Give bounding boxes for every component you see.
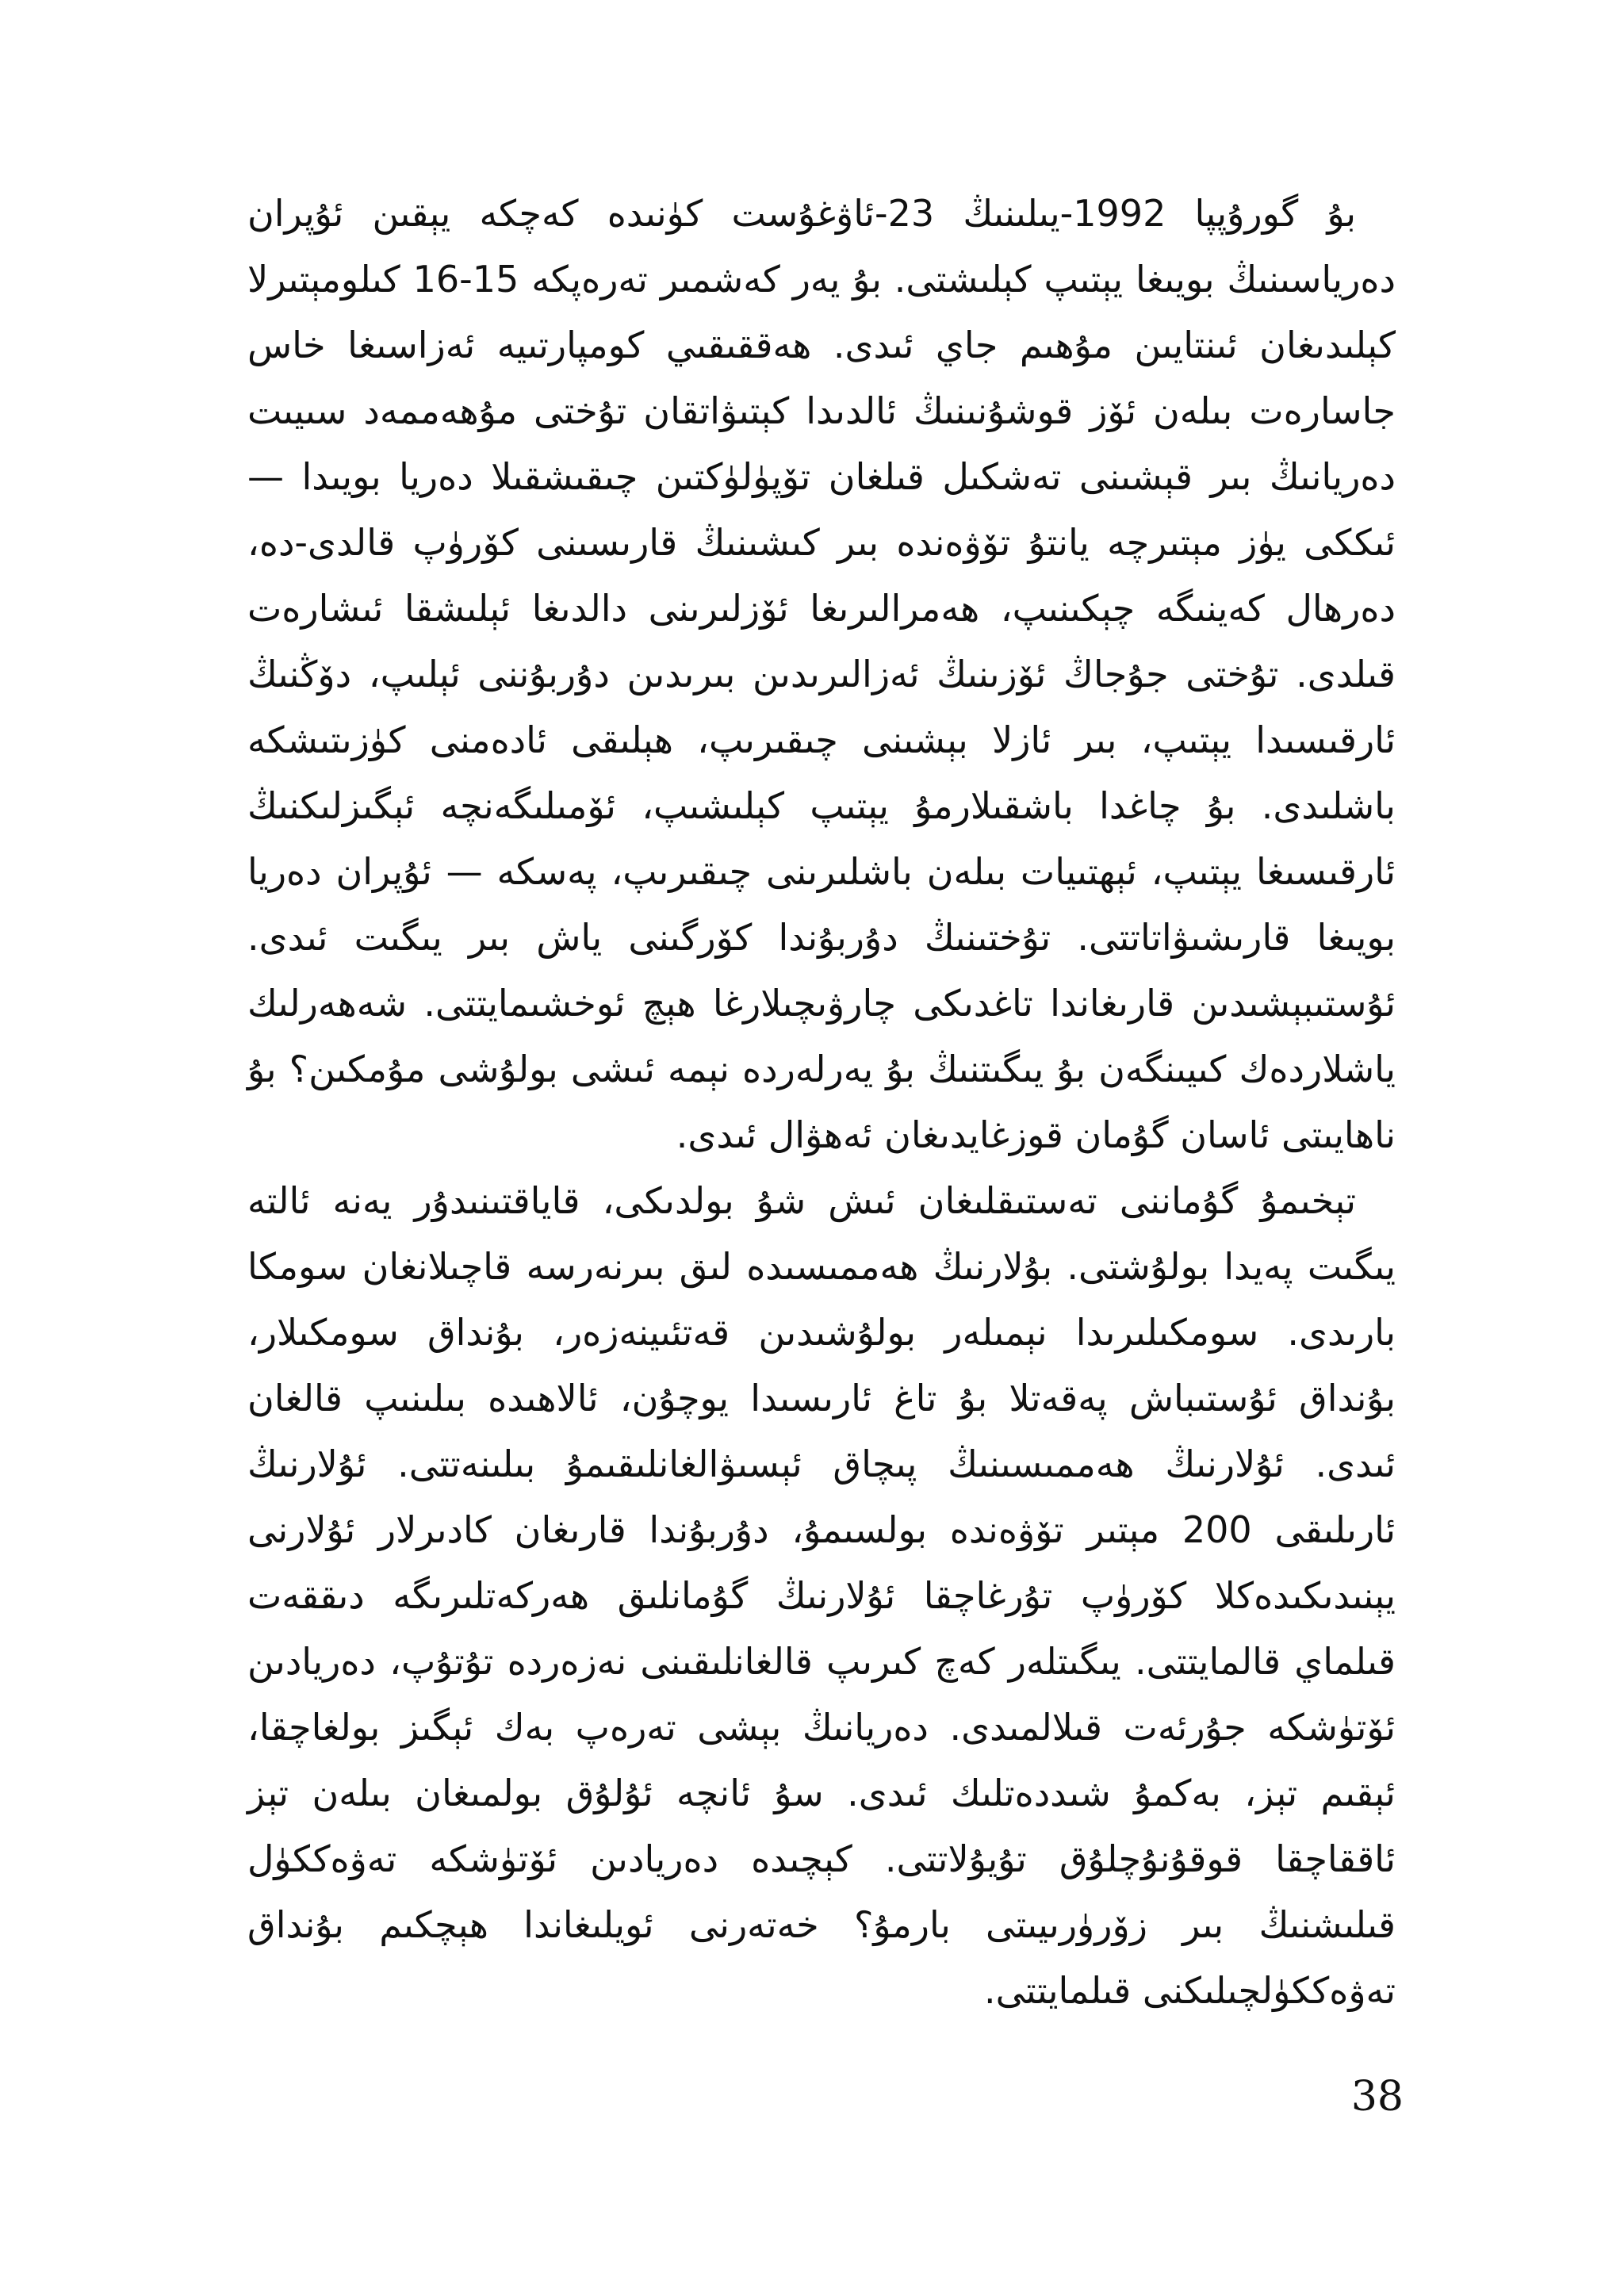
paragraph-2: تېخىمۇ گۇماننى تەستىقلىغان ئىش شۇ بولدىكى، قاياقتىنىدۇر يەنە ئالتە يىگىت پەيدا بولۇشتى. بۇلارنىڭ ھەممىسىدە لىق بىرنەرسە قاچىلانغان سومكا بارىدى. سومكىلىرىدا نېمىلەر بولۇشىدىن قەتئىينەزەر، بۇنداق سومكىلار، بۇنداق ئۇستىباش پەقەتلا بۇ تاغ ئارىسىدا يوچۇن، ئالاھىدە بىلىنىپ قالغان ئىدى. ئۇلارنىڭ ھەممىسىنىڭ پىچاق ئېسىۋالغانلىقىمۇ بىلىنەتتى. ئۇلارنىڭ ئارىلىقى 200 مېتىر تۆۋەندە بولسىمۇ، دۇربۇندا قارىغان كادىرلار ئۇلارنى يېنىدىكىدەكلا كۆرۈپ تۇرغاچقا ئۇلارنىڭ گۇمانلىق ھەركەتلىرىگە دىققەت قىلماي قالمايتتى. يىگىتلەر كەچ كىرىپ قالغانلىقىنى نەزەردە تۇتۇپ، دەريادىن ئۆتۈشكە جۇرئەت قىلالمىدى. دەريانىڭ بېشى تەرەپ بەك ئېگىز بولغاچقا، ئېقىم تېز، بەكمۇ شىددەتلىك ئىدى. سۇ ئانچە ئۇلۇق بولمىغان بىلەن تېز ئاققاچقا قوقۇنۇچلۇق تۇيۇلاتتى. كېچىدە دەريادىن ئۆتۈشكە تەۋەككۈل قىلىشنىڭ بىر زۆرۈرىيىتى بارمۇ؟ خەتەرنى ئويلىغاندا ھېچكىم بۇنداق تەۋەككۈلچىلىكنى قىلمايتتى. [247,1179,1396,2012]
page-number: 38 [1350,2073,1404,2121]
body-text [247,181,1396,2024]
paragraph-1: بۇ گورۇپپا 1992-يىلىنىڭ 23-ئاۋغۇست كۈنىدە كەچكە يېقىن ئۇپران دەرياسىنىڭ بويىغا يېتىپ كېلىشتى. بۇ يەر كەشمىر تەرەپكە 15-16 كىلومېتىرلا كېلىدىغان ئىنتايىن مۇھىم جاي ئىدى. ھەققىقىي كومپارتىيە ئەزاسىغا خاس جاسارەت بىلەن ئۆز قوشۇنىنىڭ ئالدىدا كېتىۋاتقان تۇختى مۇھەممەد سىيىت دەريانىڭ بىر قېشىنى تەشكىل قىلغان تۆپۈلۈكتىن چىقىشقىلا دەريا بويىدا — ئىككى يۈز مېتىرچە يانتۇ تۆۋەندە بىر كىشىنىڭ قارىسىنى كۆرۈپ قالدى-دە، دەرھال كەينىگە چېكىنىپ، ھەمرالىرىغا ئۆزلىرىنى دالدىغا ئېلىشقا ئىشارەت قىلدى. تۇختى جۇجاڭ ئۆزىنىڭ ئەزالىرىدىن بىرىدىن دۇربۇننى ئېلىپ، دۆڭنىڭ ئارقىسىدا يېتىپ، بىر ئازلا بېشىنى چىقىرىپ، ھېلىقى ئادەمنى كۈزىتىشكە باشلىدى. بۇ چاغدا باشقىلارمۇ يېتىپ كېلىشىپ، ئۆمىلىگەنچە ئېگىزلىكنىڭ ئارقىسىغا يېتىپ، ئېھتىيات بىلەن باشلىرىنى چىقىرىپ، پەسكە — ئۇپران دەريا بويىغا قارىشىۋاتاتتى. تۇختىنىڭ دۇربۇندا كۆرگىنى ياش بىر يىگىت ئىدى. ئۇستىبېشىدىن قارىغاندا تاغدىكى چارۋىچىلارغا ھېچ ئوخشىمايتتى. شەھەرلىك ياشلاردەك كىيىنگەن بۇ يىگىتنىڭ بۇ يەرلەردە نېمە ئىشى بولۇشى مۇمكىن؟ بۇ ناھايىتى ئاسان گۇمان قوزغايدىغان ئەھۋال ئىدى. [247,192,1396,1156]
